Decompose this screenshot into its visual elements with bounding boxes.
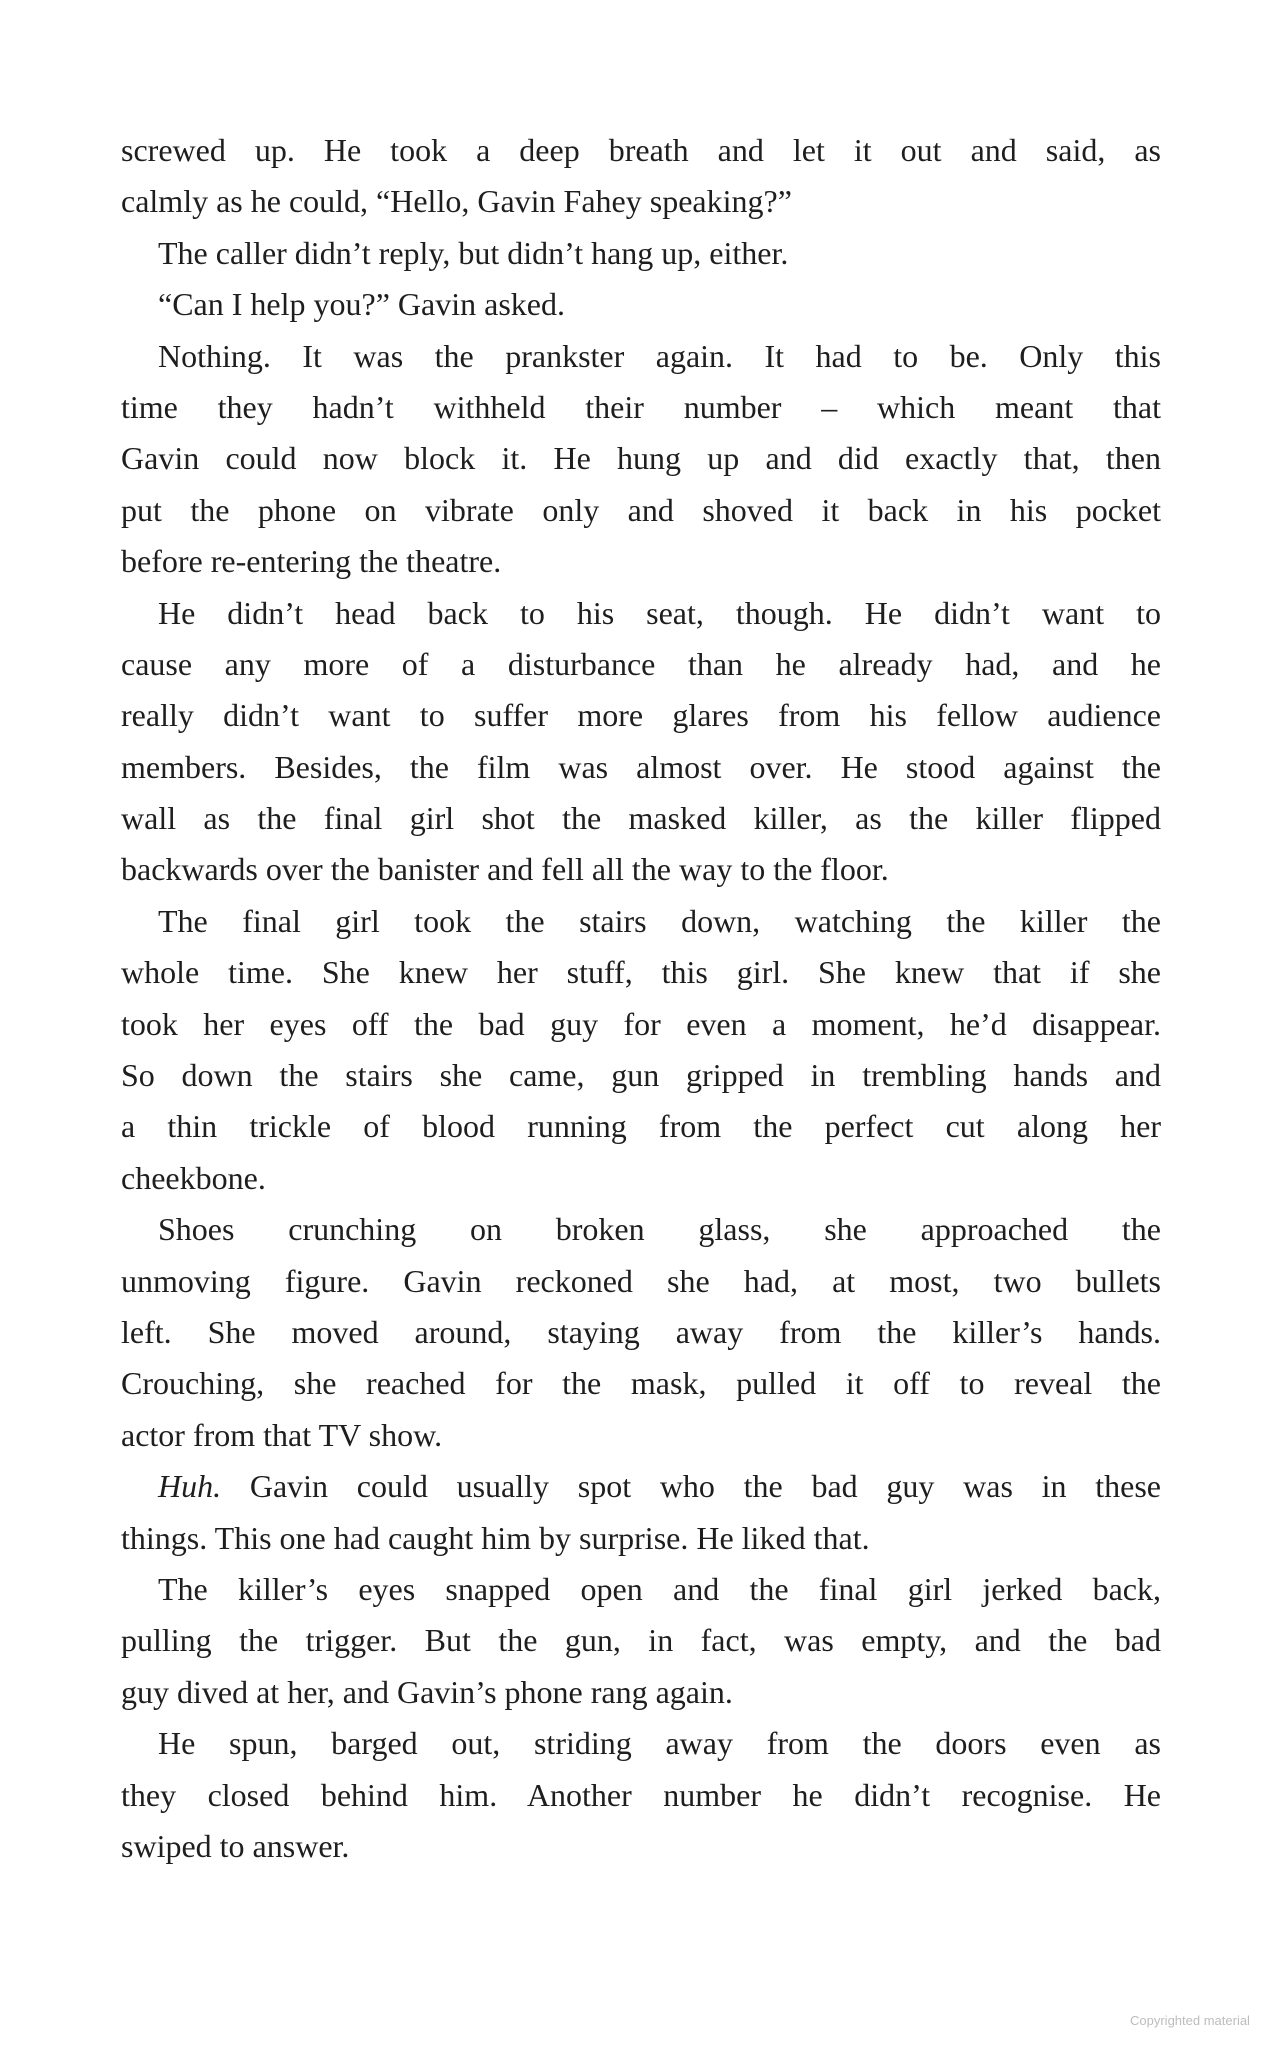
line-text: So down the stairs she came, gun gripped in trembling hands and: [121, 1057, 1161, 1094]
copyright-watermark: Copyrighted material: [1130, 2013, 1250, 2028]
text-line: [121, 844, 1161, 895]
text-line: [121, 1615, 1161, 1666]
text-line: [121, 1718, 1161, 1769]
text-line: [121, 1050, 1161, 1101]
paragraph: [121, 1461, 1161, 1564]
text-line: [121, 485, 1161, 536]
line-text: swiped to answer.: [121, 1827, 350, 1864]
text-line: [121, 690, 1161, 741]
text-line: [121, 125, 1161, 176]
line-text: screwed up. He took a deep breath and let it out and said, as: [121, 132, 1161, 168]
line-text: took her eyes off the bad guy for even a moment, he’d disappear.: [121, 1005, 1161, 1042]
line-text: “Can I help you?” Gavin asked.: [158, 286, 565, 323]
line-text: unmoving figure. Gavin reckoned she had, at most, two bullets: [121, 1262, 1161, 1299]
line-text: He didn’t head back to his seat, though. He didn’t want to: [158, 594, 1161, 631]
line-text: actor from that TV show.: [121, 1416, 443, 1453]
text-line: [121, 1513, 1161, 1564]
line-text: backwards over the banister and fell all the way to the floor.: [121, 851, 889, 888]
text-line: [121, 1307, 1161, 1358]
line-text: whole time. She knew her stuff, this girl. She knew that if she: [121, 954, 1161, 991]
paragraph: [121, 1564, 1161, 1718]
line-text: Gavin could usually spot who the bad guy was in these: [221, 1468, 1161, 1505]
text-line: [121, 1153, 1161, 1204]
text-line: [121, 176, 1161, 227]
line-text: they closed behind him. Another number he didn’t recognise. He: [121, 1776, 1161, 1813]
text-line: [121, 279, 1161, 330]
line-text: things. This one had caught him by surprise. He liked that.: [121, 1519, 870, 1556]
line-text: Shoes crunching on broken glass, she approached the: [158, 1211, 1161, 1248]
paragraph: [121, 125, 1161, 228]
paragraph: [121, 896, 1161, 1204]
text-line: [121, 1770, 1161, 1821]
paragraph: [121, 331, 1161, 588]
line-text: Nothing. It was the prankster again. It had to be. Only this: [158, 337, 1161, 374]
paragraph: [121, 1718, 1161, 1872]
text-line: [121, 1564, 1161, 1615]
text-line: [121, 1821, 1161, 1872]
text-line: [121, 1101, 1161, 1152]
text-line: [121, 382, 1161, 433]
text-line: [121, 896, 1161, 947]
text-line: [121, 228, 1161, 279]
text-line: [121, 1358, 1161, 1409]
line-text: pulling the trigger. But the gun, in fact, was empty, and the bad: [121, 1622, 1161, 1659]
text-line: [121, 536, 1161, 587]
text-line: [121, 1256, 1161, 1307]
paragraph: [121, 279, 1161, 330]
text-line: [121, 1410, 1161, 1461]
text-line: [121, 999, 1161, 1050]
line-text: members. Besides, the film was almost over. He stood against the: [121, 748, 1161, 785]
text-line: [121, 1667, 1161, 1718]
line-text: Crouching, she reached for the mask, pulled it off to reveal the: [121, 1365, 1161, 1402]
line-text: left. She moved around, staying away from the killer’s hands.: [121, 1313, 1161, 1350]
line-text: The caller didn’t reply, but didn’t hang up, either.: [158, 234, 789, 271]
paragraph: [121, 588, 1161, 896]
paragraph: [121, 228, 1161, 279]
paragraph: [121, 1204, 1161, 1461]
line-text: calmly as he could, “Hello, Gavin Fahey speaking?”: [121, 183, 792, 220]
text-line: [121, 793, 1161, 844]
line-text: put the phone on vibrate only and shoved it back in his pocket: [121, 491, 1161, 528]
text-line: [121, 331, 1161, 382]
book-page-text: [121, 125, 1161, 1872]
italic-text: Huh.: [158, 1468, 222, 1505]
line-text: The killer’s eyes snapped open and the final girl jerked back,: [158, 1570, 1161, 1607]
line-text: cause any more of a disturbance than he already had, and he: [121, 645, 1161, 682]
text-line: [121, 1204, 1161, 1255]
text-line: [121, 1461, 1161, 1512]
text-line: [121, 588, 1161, 639]
line-text: Gavin could now block it. He hung up and did exactly that, then: [121, 440, 1161, 477]
line-text: guy dived at her, and Gavin’s phone rang again.: [121, 1673, 733, 1710]
text-line: [121, 947, 1161, 998]
line-text: He spun, barged out, striding away from the doors even as: [158, 1725, 1161, 1762]
text-line: [121, 639, 1161, 690]
line-text: cheekbone.: [121, 1159, 266, 1196]
line-text: before re-entering the theatre.: [121, 543, 502, 580]
text-line: [121, 433, 1161, 484]
line-text: a thin trickle of blood running from the perfect cut along her: [121, 1108, 1161, 1145]
text-line: [121, 742, 1161, 793]
line-text: time they hadn’t withheld their number – which meant that: [121, 388, 1161, 425]
line-text: The final girl took the stairs down, watching the killer the: [158, 902, 1161, 939]
line-text: really didn’t want to suffer more glares from his fellow audience: [121, 697, 1161, 734]
line-text: wall as the final girl shot the masked killer, as the killer flipped: [121, 800, 1161, 837]
